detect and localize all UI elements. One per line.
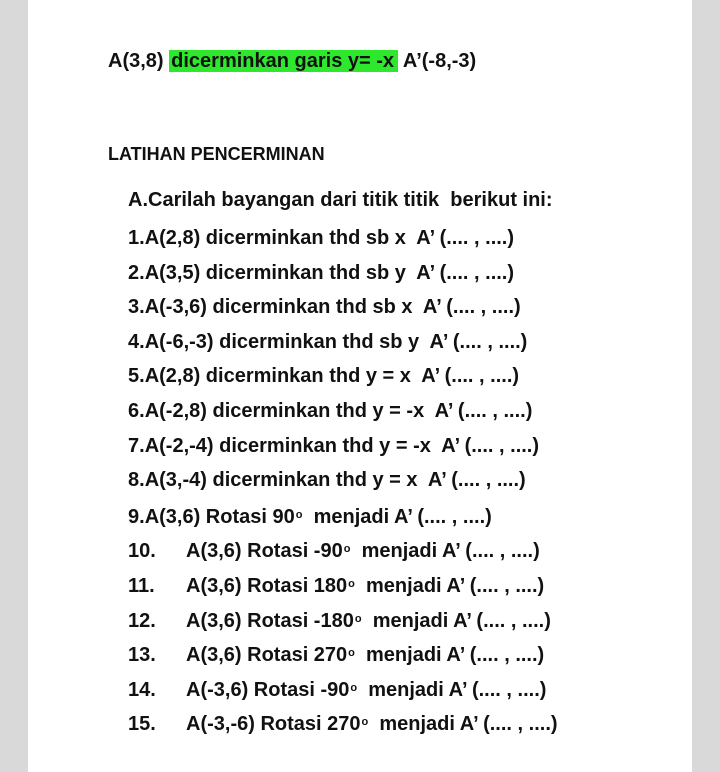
exercise-list xyxy=(128,224,558,743)
exercise-item xyxy=(128,293,558,328)
exercise-item xyxy=(128,674,558,709)
exercise-text: A(-2,-4) dicerminkan thd y = -x A’ (.... , ....) xyxy=(144,434,540,457)
exercise-item xyxy=(128,639,558,674)
instruction-text: A.Carilah bayangan dari titik titik berikut ini: xyxy=(128,189,553,211)
exercise-number: 1. xyxy=(128,227,145,249)
exercise-number: 14. xyxy=(128,678,156,701)
degree-symbol: o xyxy=(348,647,355,660)
degree-symbol: o xyxy=(350,681,358,694)
exercise-text: A(-6,-3) dicerminkan thd sb y A’ (.... , ....) xyxy=(144,330,528,353)
exercise-text: A(3,6) Rotasi -90 xyxy=(186,540,343,563)
exercise-item xyxy=(128,259,558,294)
degree-symbol: o xyxy=(343,543,351,556)
exercise-number: 5. xyxy=(128,365,145,388)
exercise-item xyxy=(128,466,558,501)
exercise-answer-blank: menjadi A’ (.... , ....) xyxy=(302,505,492,528)
exercise-answer-blank: menjadi A’ (.... , ....) xyxy=(354,644,545,667)
exercise-number: 9. xyxy=(128,505,145,528)
exercise-number: 3. xyxy=(128,296,145,319)
exercise-item xyxy=(128,708,558,743)
exercise-item xyxy=(128,501,558,536)
document-page xyxy=(28,0,692,772)
exercise-number: 12. xyxy=(128,609,156,632)
exercise-text: A(3,6) Rotasi 90 xyxy=(144,505,295,528)
exercise-number: 2. xyxy=(128,261,145,284)
exercise-answer-blank: menjadi A’ (.... , ....) xyxy=(350,540,540,563)
exercise-number: 11. xyxy=(128,574,155,597)
exercise-item xyxy=(128,362,558,397)
exercise-text: A(3,-4) dicerminkan thd y = x A’ (.... , ....) xyxy=(144,469,526,492)
exercise-text: A(3,5) dicerminkan thd sb y A’ (.... , ....) xyxy=(144,261,515,284)
exercise-item xyxy=(128,432,558,467)
exercise-item xyxy=(128,328,558,363)
exercise-text: A(-2,8) dicerminkan thd y = -x A’ (.... , ....) xyxy=(144,399,533,422)
exercise-item xyxy=(128,605,558,640)
exercise-answer-blank: menjadi A’ (.... , ....) xyxy=(354,574,545,597)
exercise-number: 15. xyxy=(128,713,156,736)
exercise-number: 4. xyxy=(128,330,145,353)
exercise-answer-blank: menjadi A’ (.... , ....) xyxy=(368,713,558,736)
exercise-number: 10. xyxy=(128,540,156,563)
exercise-text: A(2,8) dicerminkan thd sb x A’ (.... , ....) xyxy=(144,227,515,249)
exercise-text: A(2,8) dicerminkan thd y = x A’ (.... , ....) xyxy=(144,365,520,388)
exercise-item xyxy=(128,570,558,605)
header-line xyxy=(108,50,476,73)
exercise-text: A(-3,6) Rotasi -90 xyxy=(186,678,350,701)
exercise-number: 7. xyxy=(128,434,145,457)
exercise-number: 8. xyxy=(128,469,145,492)
degree-symbol: o xyxy=(361,716,369,729)
exercise-text: A(3,6) Rotasi 180 xyxy=(186,574,348,597)
exercise-text: A(-3,-6) Rotasi 270 xyxy=(186,713,361,736)
header-result: A’(-8,-3) xyxy=(402,50,477,72)
exercise-item xyxy=(128,224,558,259)
degree-symbol: o xyxy=(348,577,355,590)
exercise-number: 6. xyxy=(128,399,145,422)
exercise-number: 13. xyxy=(128,644,156,667)
exercise-answer-blank: menjadi A’ (.... , ....) xyxy=(357,678,547,701)
degree-symbol: o xyxy=(354,612,362,625)
section-title: LATIHAN PENCERMINAN xyxy=(108,144,325,164)
exercise-text: A(-3,6) dicerminkan thd sb x A’ (.... , ....) xyxy=(144,296,521,319)
degree-symbol: o xyxy=(295,508,303,521)
exercise-text: A(3,6) Rotasi 270 xyxy=(186,644,348,667)
exercise-text: A(3,6) Rotasi -180 xyxy=(186,609,354,632)
exercise-item xyxy=(128,397,558,432)
header-point: A(3,8) xyxy=(108,50,164,72)
exercise-item xyxy=(128,535,558,570)
exercise-answer-blank: menjadi A’ (.... , ....) xyxy=(361,609,551,632)
header-highlighted-text: dicerminkan garis y= -x xyxy=(169,50,398,72)
